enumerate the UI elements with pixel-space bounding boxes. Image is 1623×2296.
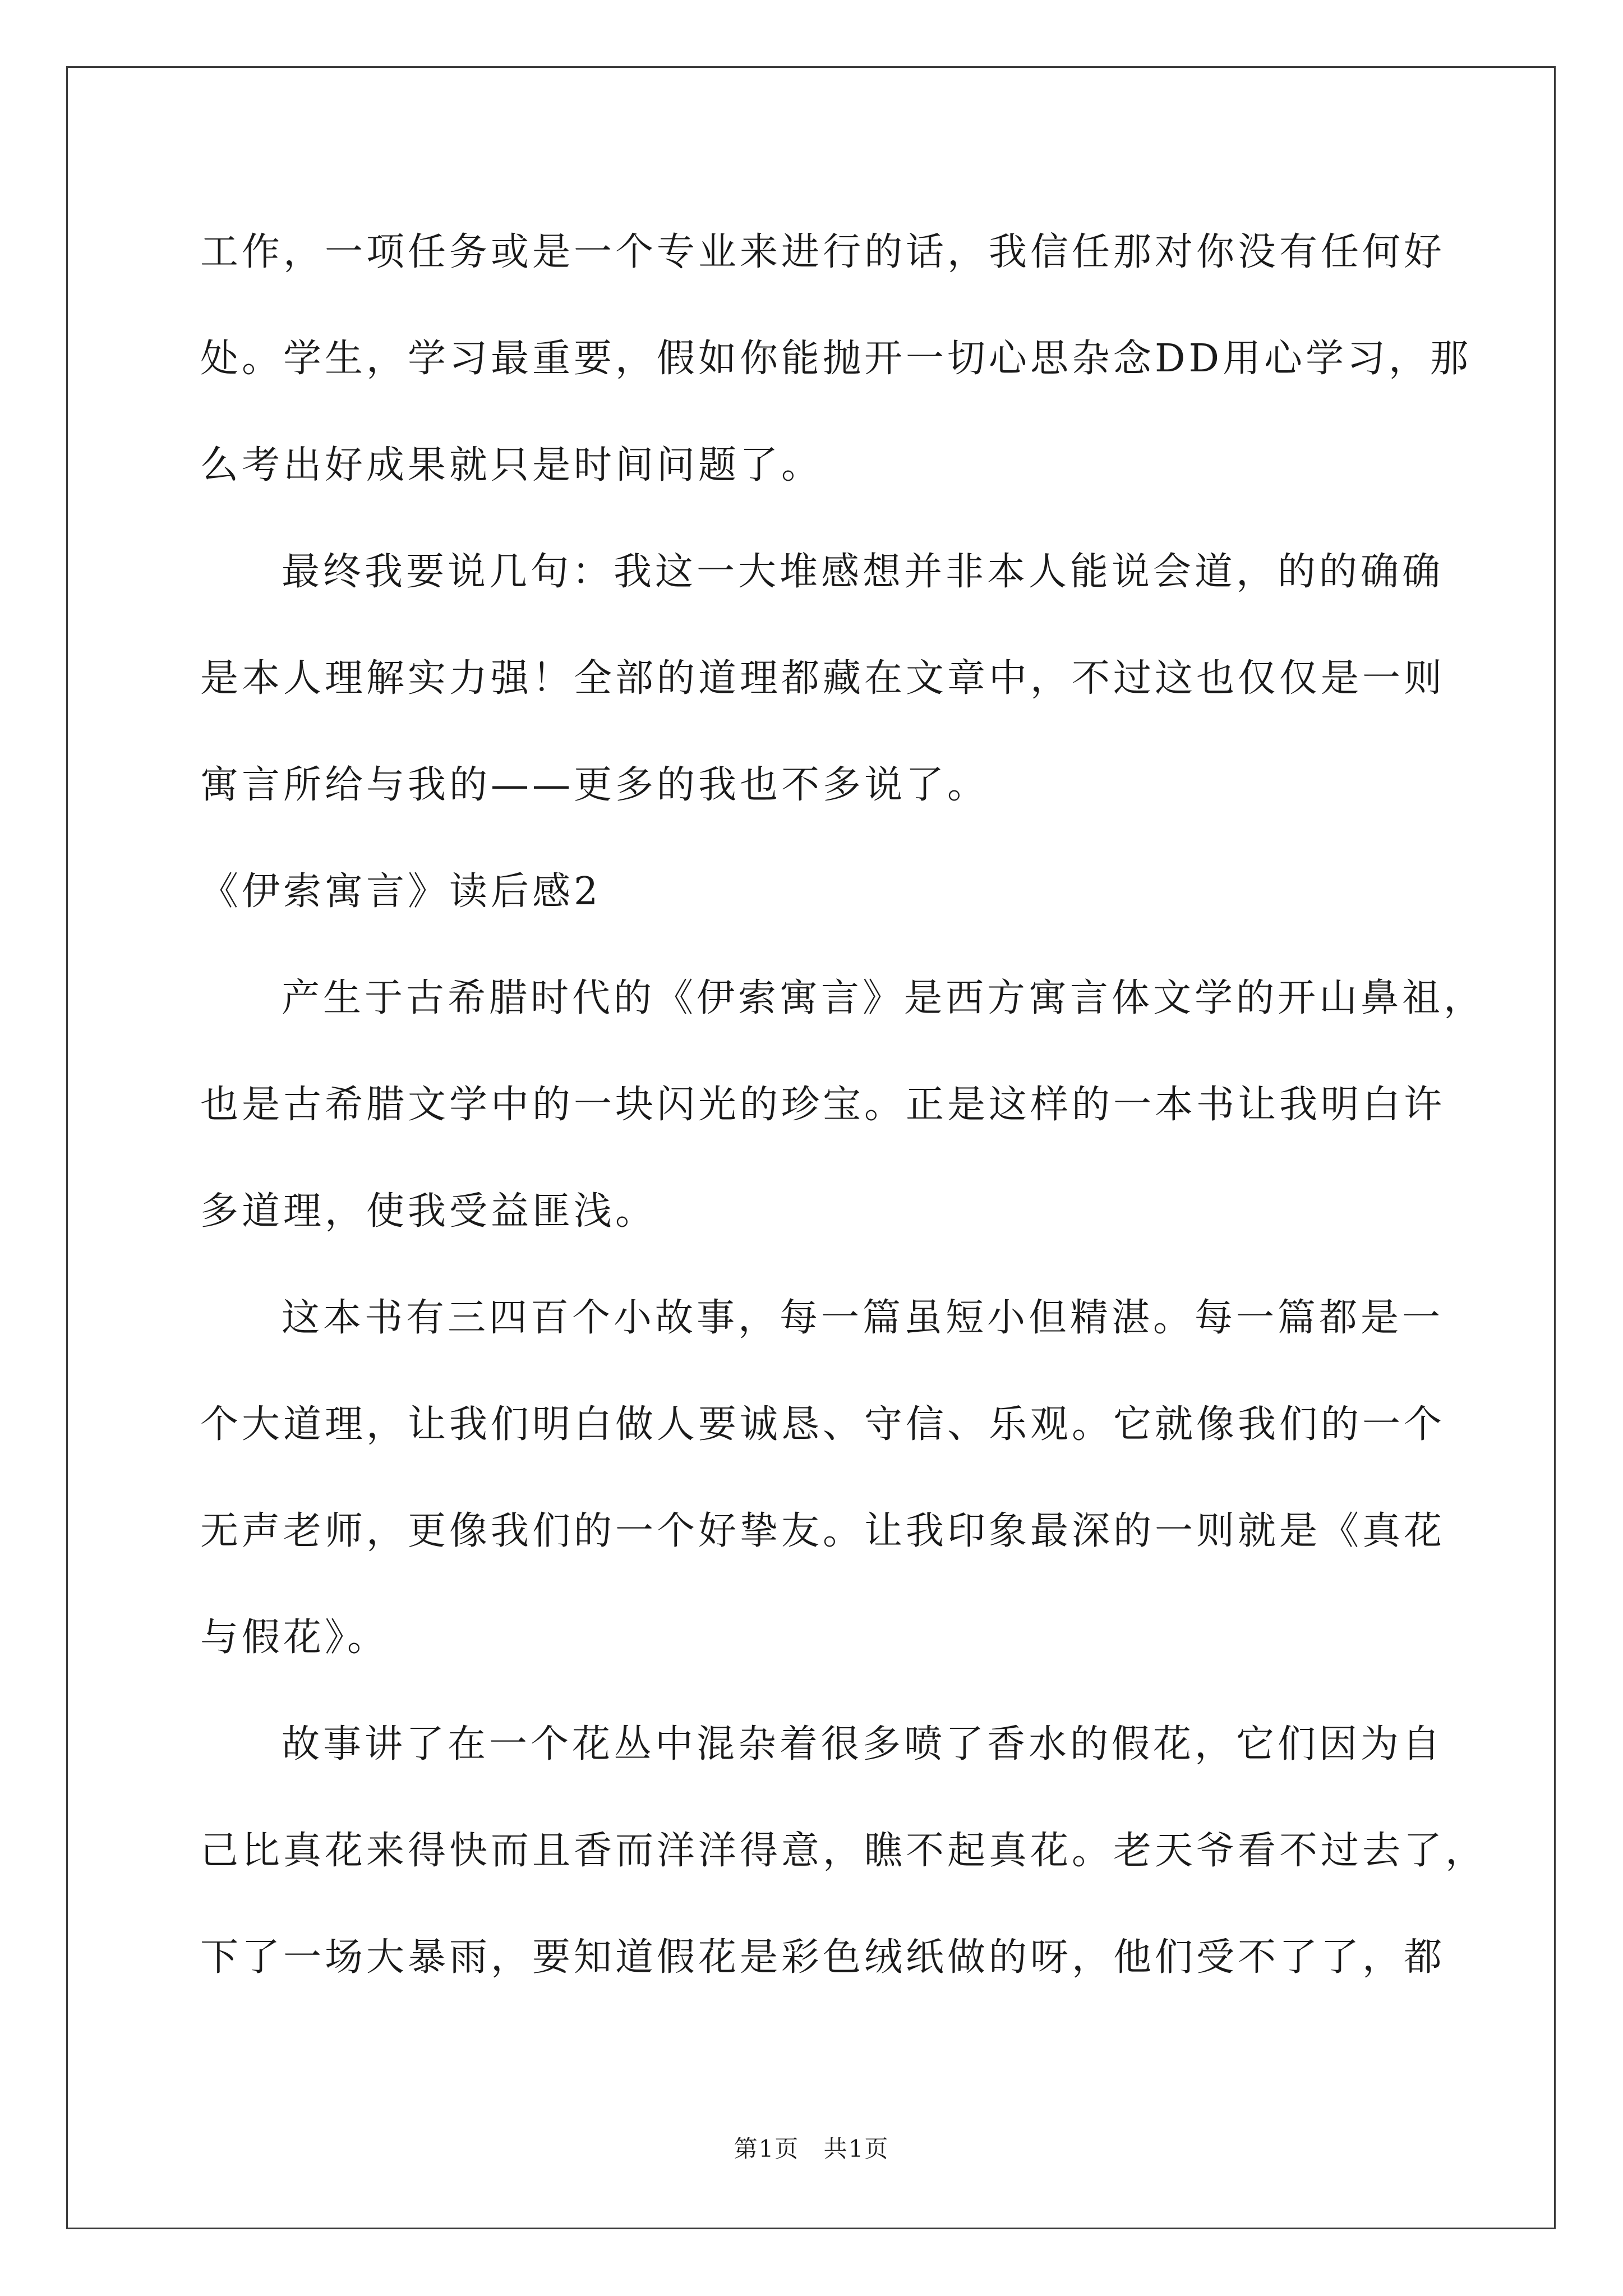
document-body: [200, 213, 1487, 2025]
section-heading: 《伊索寓言》读后感2: [200, 869, 602, 914]
paragraph-line: 寓言所给与我的——更多的我也不多说了。: [200, 763, 989, 807]
page-total: 共1页: [823, 2135, 889, 2162]
paragraph-line: 这本书有三四百个小故事，每一篇虽短小但精湛。每一篇都是一: [282, 1296, 1444, 1340]
paragraph-line: 产生于古希腊时代的《伊索寓言》是西方寓言体文学的开山鼻祖，: [282, 976, 1486, 1020]
paragraph-line: 么考出好成果就只是时间问题了。: [200, 443, 823, 487]
paragraph-line: 个大道理，让我们明白做人要诚恳、守信、乐观。它就像我们的一个: [200, 1402, 1446, 1447]
page-footer: [0, 2131, 1623, 2164]
paragraph-line: 多道理，使我受益匪浅。: [200, 1189, 657, 1234]
paragraph-line: 与假花》。: [200, 1616, 389, 1660]
page-number: 第1页: [734, 2135, 800, 2162]
paragraph-line: 故事讲了在一个花丛中混杂着很多喷了香水的假花，它们因为自: [282, 1722, 1444, 1766]
paragraph-line: 处。学生，学习最重要，假如你能抛开一切心思杂念DD用心学习，那: [200, 337, 1472, 381]
paragraph-line: 也是古希腊文学中的一块闪光的珍宝。正是这样的一本书让我明白许: [200, 1083, 1446, 1127]
paragraph-line: 无声老师，更像我们的一个好挚友。让我印象最深的一则就是《真花: [200, 1509, 1446, 1553]
paragraph-line: 最终我要说几句：我这一大堆感想并非本人能说会道，的的确确: [282, 550, 1444, 594]
paragraph-line: 是本人理解实力强！全部的道理都藏在文章中，不过这也仅仅是一则: [200, 656, 1446, 701]
paragraph-line: 工作，一项任务或是一个专业来进行的话，我信任那对你没有任何好: [200, 230, 1446, 274]
paragraph-line: 下了一场大暴雨，要知道假花是彩色绒纸做的呀，他们受不了了，都: [200, 1935, 1446, 1980]
paragraph-line: 己比真花来得快而且香而洋洋得意，瞧不起真花。老天爷看不过去了，: [200, 1829, 1487, 1873]
